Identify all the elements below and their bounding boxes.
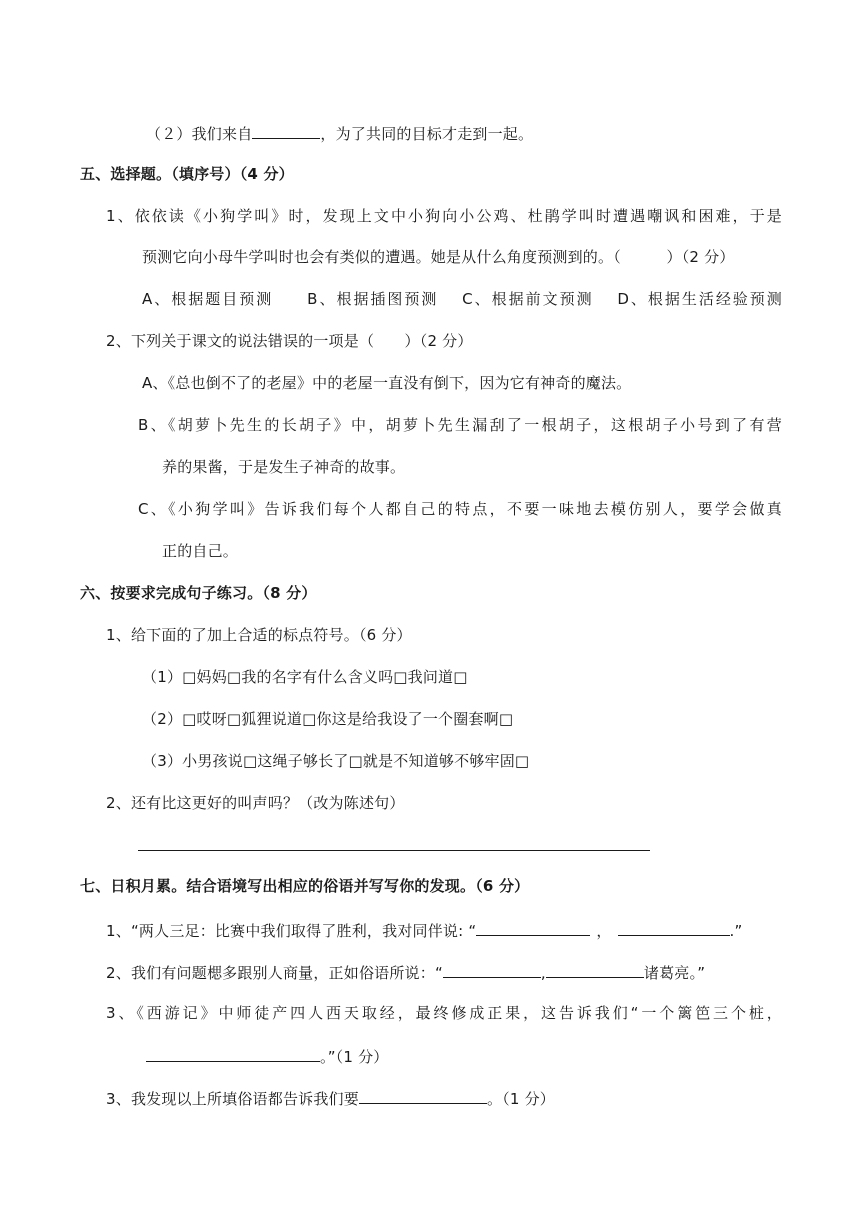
question-text: （２）我们来自	[146, 125, 253, 143]
comma-text: ,	[540, 964, 546, 982]
option-a: A、《总也倒不了的老屋》中的老屋一直没有倒下，因为它有神奇的魔法。	[142, 374, 632, 392]
punctuation-item: （1）□妈妈□我的名字有什么含义吗□我问道□	[142, 668, 468, 686]
options-line: A、根据题目预测 B、根据插图预测 C、根据前文预测 D、根据生活经验预测	[142, 290, 782, 308]
question-text: 2、我们有问题楒多跟别人商量，正如俗语所说：“	[106, 964, 443, 982]
closing-text: 。（1 分）	[486, 1090, 555, 1108]
answer-line[interactable]	[138, 850, 650, 851]
question-text: ，为了共同的目标才走到一起。	[320, 125, 534, 143]
question-line	[106, 1087, 555, 1109]
punctuation-item: （2）□哎呀□狐狸说道□你这是给我设了一个圈套啊□	[142, 710, 514, 728]
section-title: 五、选择题。（填序号）（4 分）	[80, 165, 294, 183]
question-line	[106, 919, 742, 941]
closing-text: 诸葛亮。”	[643, 964, 706, 982]
question-line	[146, 1045, 388, 1067]
answer-blank[interactable]	[252, 122, 320, 139]
question-line	[146, 122, 533, 144]
question-text: 2、还有比这更好的叫声吗？（改为陈述句）	[106, 794, 405, 812]
answer-blank[interactable]	[359, 1087, 487, 1104]
question-text: 1、给下面的了加上合适的标点符号。（6 分）	[106, 626, 412, 644]
option-b-continued: 养的果酱，于是发生子神奇的故事。	[162, 458, 406, 476]
question-text: 2、下列关于课文的说法错误的一项是（ ）（2 分）	[106, 332, 473, 350]
answer-blank[interactable]	[443, 961, 541, 978]
closing-text: 。”（1 分）	[320, 1048, 389, 1066]
question-line	[106, 961, 705, 983]
option-b: B、《胡萝卜先生的长胡子》中，胡萝卜先生漏刮了一根胡子，这根胡子小号到了有营	[138, 416, 782, 434]
answer-blank[interactable]	[146, 1045, 320, 1062]
option-c-continued: 正的自己。	[162, 542, 239, 560]
answer-blank[interactable]	[618, 919, 730, 936]
section-title: 六、按要求完成句子练习。（8 分）	[80, 584, 317, 602]
question-text: 3、我发现以上所填俗语都告诉我们要	[106, 1090, 359, 1108]
question-text: 1、“两人三足：比赛中我们取得了胜利，我对同伴说: “	[106, 922, 477, 940]
section-title: 七、日积月累。结合语境写出相应的俗语并写写你的发现。（6 分）	[80, 877, 530, 895]
answer-blank[interactable]	[546, 961, 644, 978]
question-text: 3、《西游记》中师徒产四人西天取经，最终修成正果，这告诉我们“一个篱笆三个桩，	[106, 1004, 782, 1022]
answer-blank[interactable]	[476, 919, 590, 936]
question-text: 1、依依读《小狗学叫》时，发现上文中小狗向小公鸡、杜鹃学叫时遭遇嘲讽和困难，于是	[106, 207, 782, 225]
question-text: 预测它向小母牛学叫时也会有类似的遭遇。她是从什么角度预测到的。（ ）（2 分）	[142, 248, 735, 266]
option-c: C、《小狗学叫》告诉我们每个人都自己的特点，不要一味地去模仿别人，要学会做真	[138, 500, 782, 518]
closing-text: .”	[729, 922, 743, 940]
punctuation-item: （3）小男孩说□这绳子够长了□就是不知道够不够牢固□	[142, 752, 530, 770]
comma-text: ，	[596, 922, 612, 940]
